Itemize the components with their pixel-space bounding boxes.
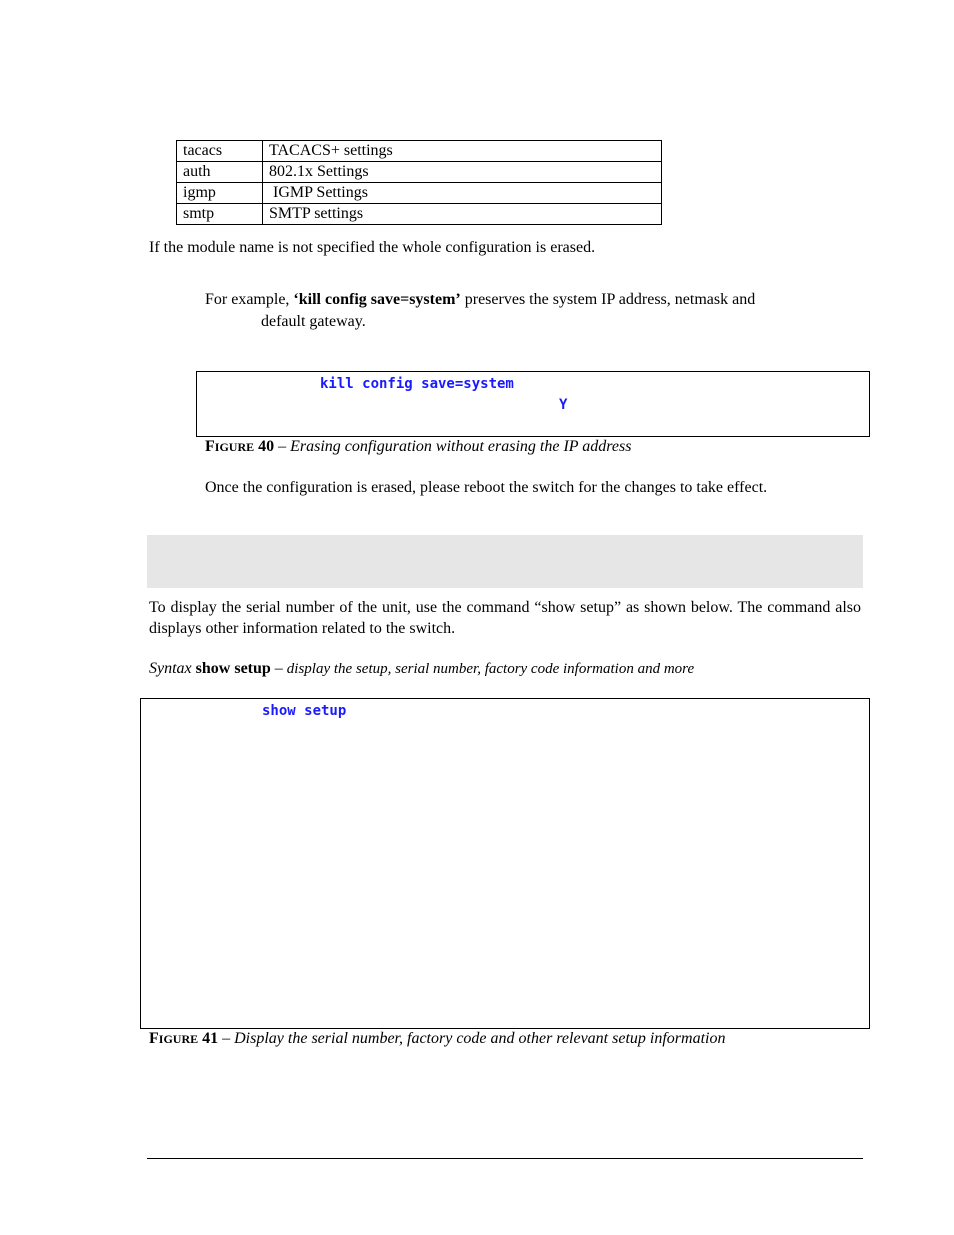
table-row [177, 141, 662, 162]
module-name-cell: auth [177, 162, 263, 183]
figure-41-terminal [140, 698, 870, 1029]
figure-40-caption [205, 437, 865, 457]
section-heading-band [147, 535, 863, 588]
figure-41-caption [149, 1029, 869, 1049]
module-name-cell: igmp [177, 183, 263, 204]
syntax-label: Syntax [149, 660, 192, 677]
figure-40-confirm: Y [559, 397, 568, 413]
figure-40-label-first: F [205, 438, 215, 455]
figure-40-dash: – [274, 438, 291, 455]
figure-41-dash: – [218, 1030, 235, 1047]
table-row [177, 183, 662, 204]
figure-40-label-rest: IGURE [214, 440, 255, 454]
figure-41-command: show setup [262, 703, 347, 719]
figure-40-terminal [196, 371, 870, 437]
figure-41-label-rest: IGURE [158, 1032, 199, 1046]
table-row [177, 204, 662, 225]
syntax-dash: – [270, 660, 287, 677]
syntax-description: display the setup, serial number, factory code information and more [286, 661, 695, 677]
module-name-cell: tacacs [177, 141, 263, 162]
module-desc-cell: 802.1x Settings [263, 162, 662, 183]
example-paragraph [205, 289, 865, 310]
module-desc-cell: IGMP Settings [263, 183, 662, 204]
module-name-cell: smtp [177, 204, 263, 225]
serial-paragraph: To display the serial number of the unit, use the command “show setup” as shown below. The command also displays other information related to the switch. [149, 599, 861, 637]
example-line2: default gateway. [261, 313, 366, 330]
figure-40-command: kill config save=system [320, 376, 514, 392]
figure-40-number: 40 [258, 438, 275, 455]
figure-40-caption-text: Erasing configuration without erasing the IP address [290, 438, 632, 455]
module-note-paragraph: If the module name is not specified the whole configuration is erased. [149, 239, 596, 256]
example-command: ‘kill config save=system’ [293, 291, 461, 308]
footer-rule [147, 1158, 863, 1159]
example-line1-rest: preserves the system IP address, netmask and [460, 291, 756, 308]
example-prefix: For example, [205, 291, 294, 308]
syntax-command: show setup [195, 660, 271, 677]
module-desc-cell: TACACS+ settings [263, 141, 662, 162]
figure-40-label [205, 438, 274, 455]
figure-41-label [149, 1030, 218, 1047]
module-desc-cell: SMTP settings [263, 204, 662, 225]
figure-41-label-first: F [149, 1030, 159, 1047]
module-table [176, 140, 662, 225]
reboot-paragraph: Once the configuration is erased, please reboot the switch for the changes to take effect. [205, 479, 768, 496]
figure-41-caption-text: Display the serial number, factory code and other relevant setup information [234, 1030, 726, 1047]
syntax-line [149, 658, 869, 680]
figure-41-number: 41 [202, 1030, 219, 1047]
table-row [177, 162, 662, 183]
